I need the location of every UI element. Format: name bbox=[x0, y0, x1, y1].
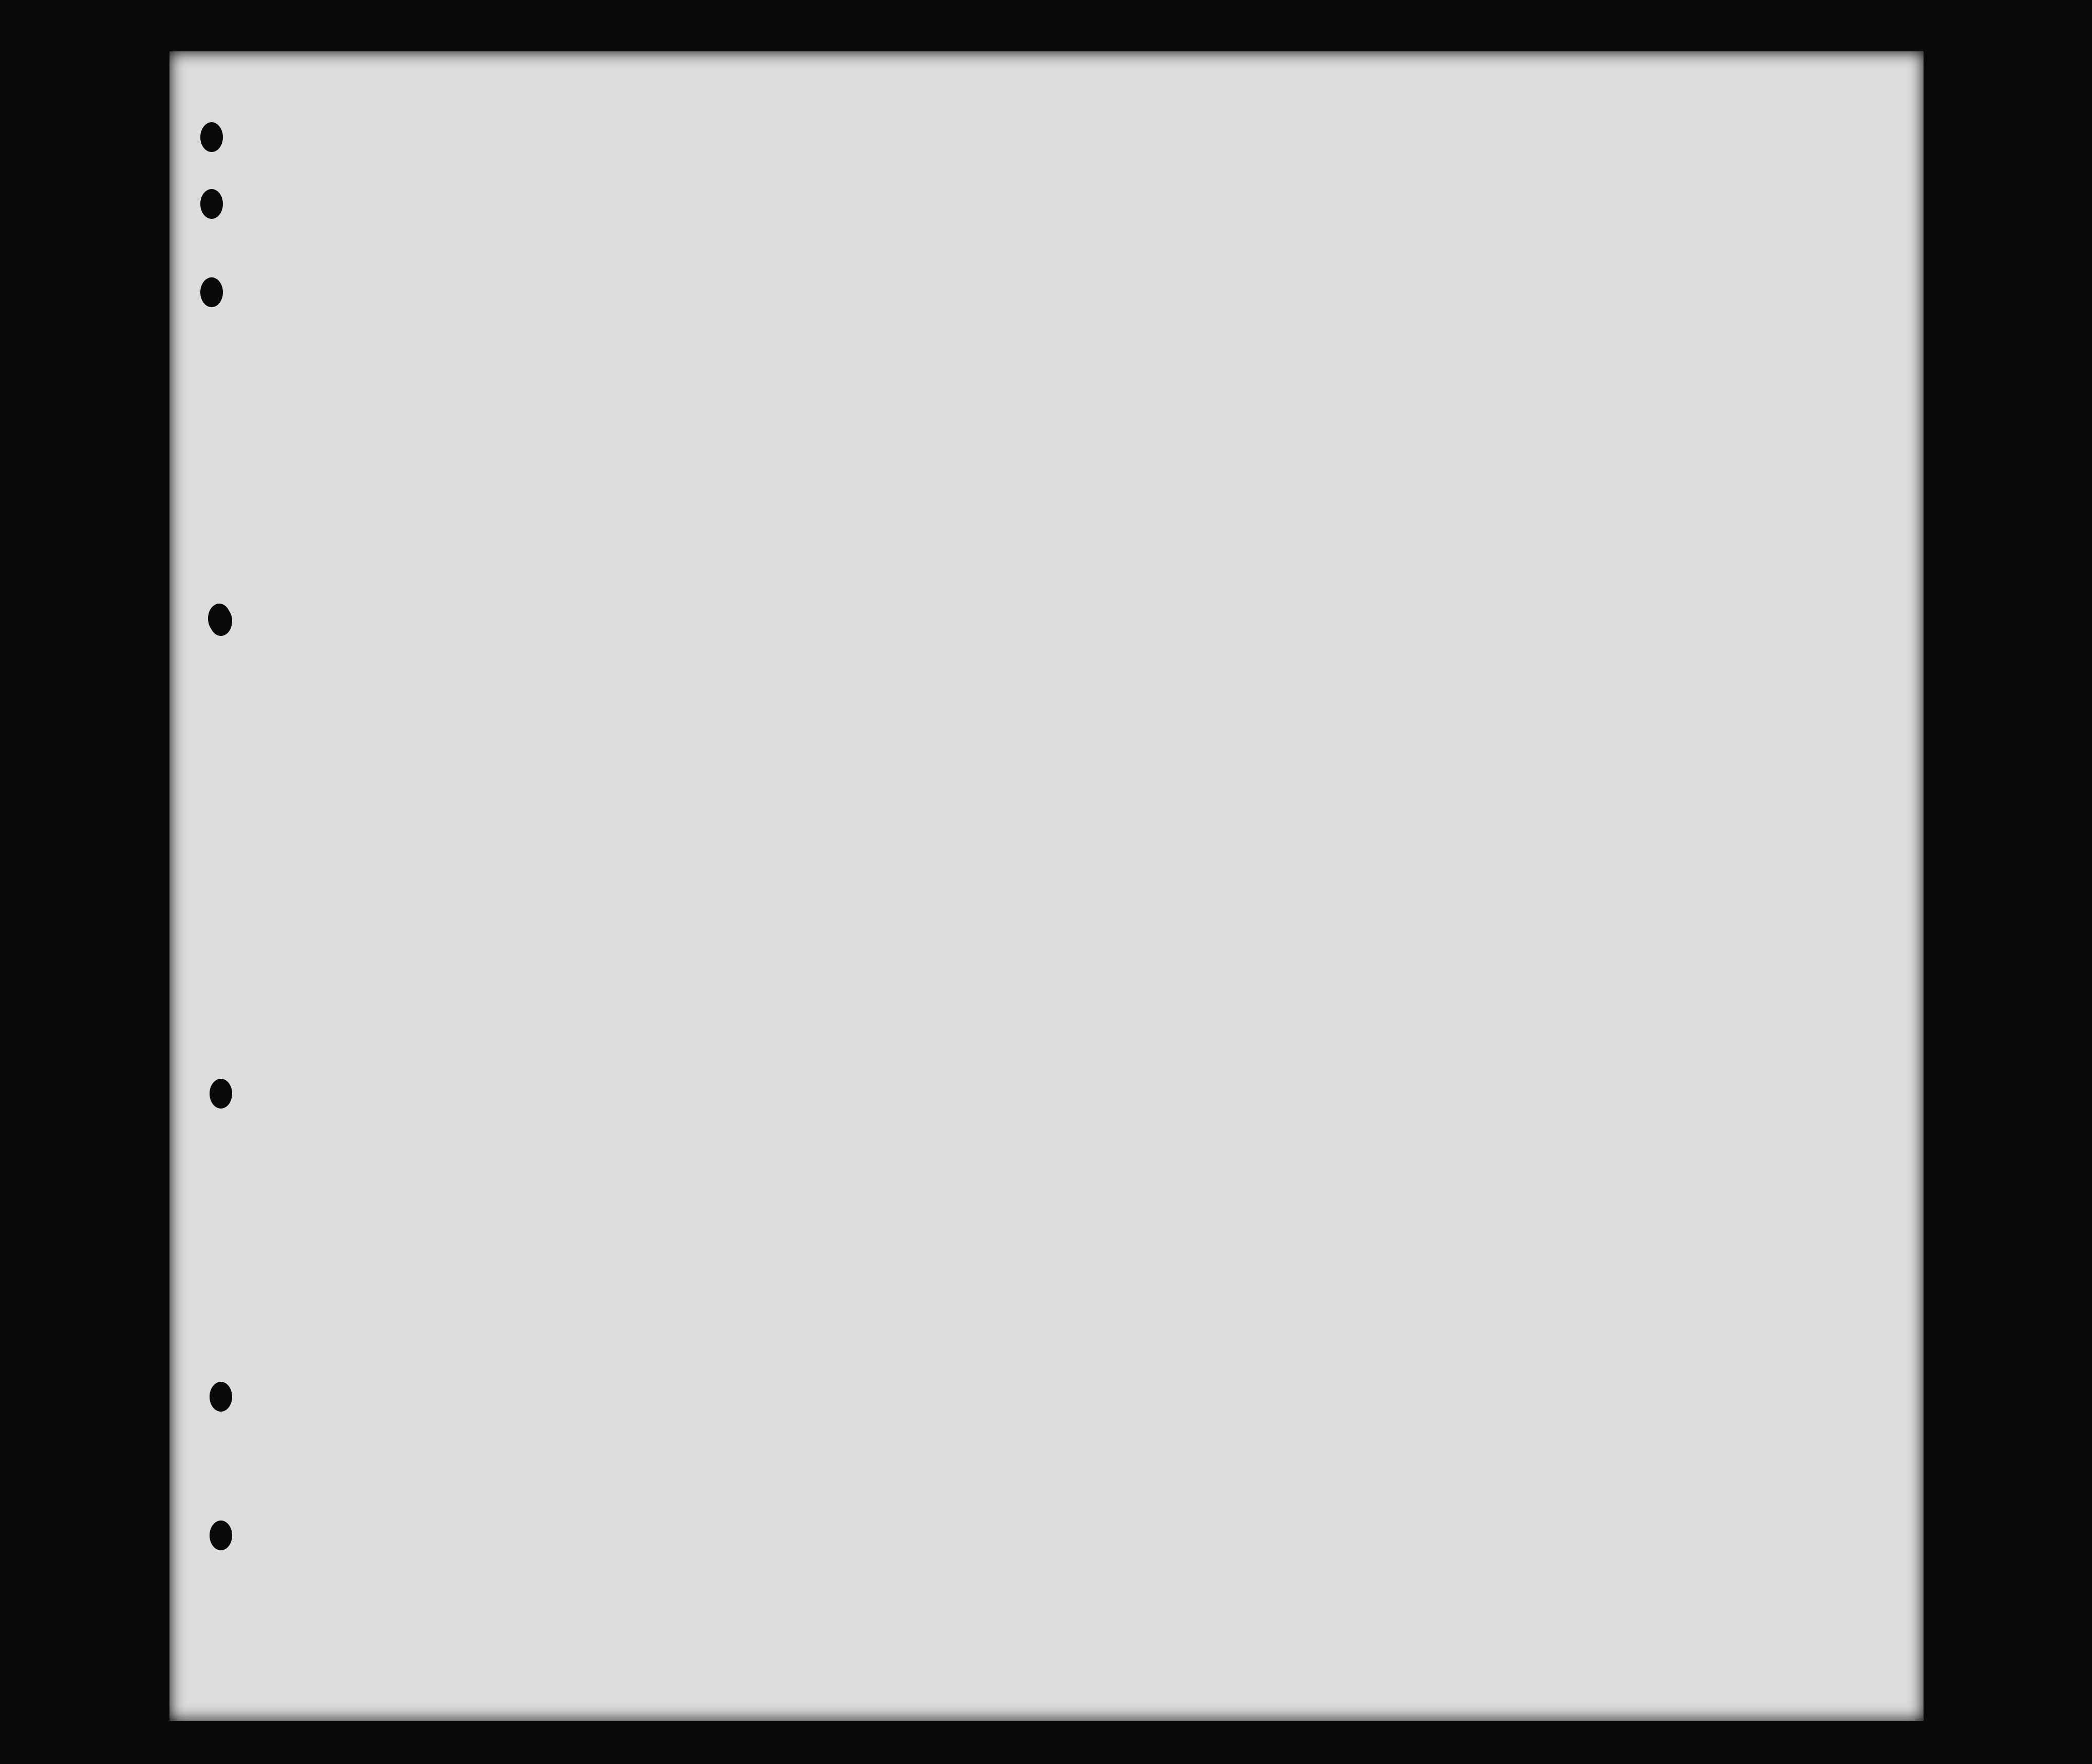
manifest-sheet bbox=[169, 51, 1924, 1721]
table-grid bbox=[169, 51, 1924, 1721]
